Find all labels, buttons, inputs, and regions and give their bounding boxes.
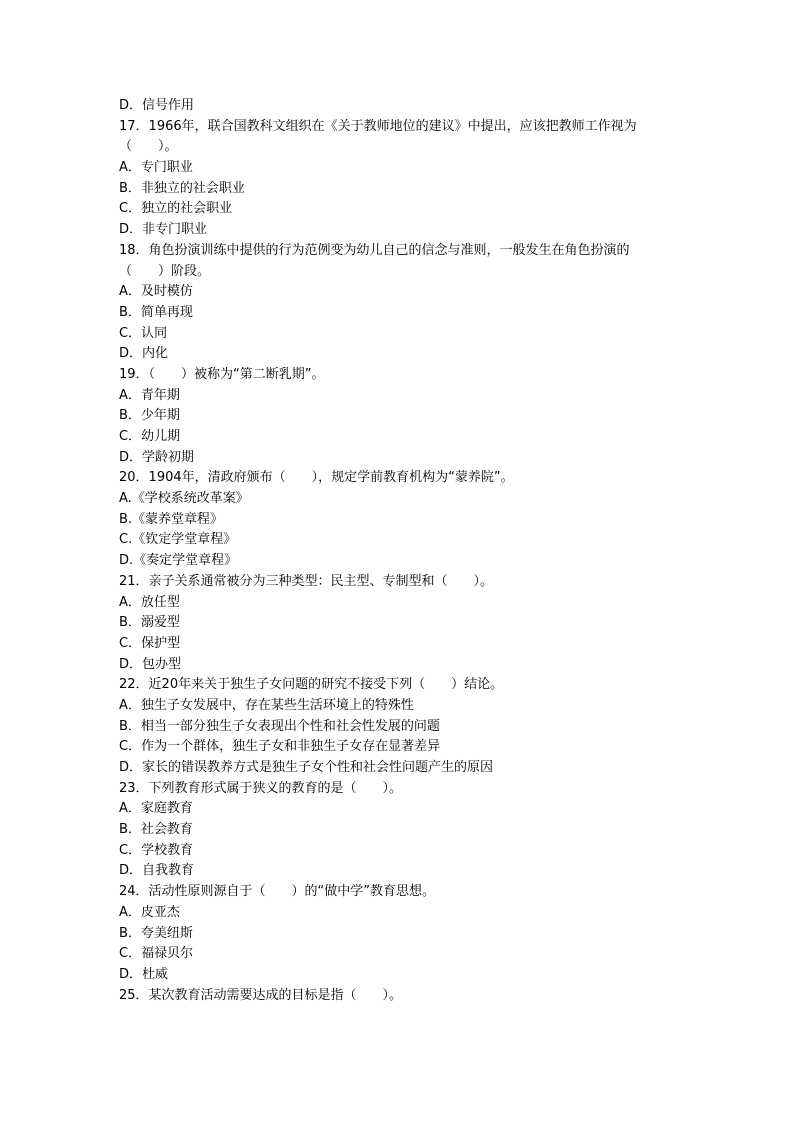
option-d: D.《奏定学堂章程》 bbox=[119, 553, 238, 569]
option-b: B．相当一部分独生子女表现出个性和社会性发展的问题 bbox=[119, 718, 440, 734]
option-a: A．专门职业 bbox=[119, 160, 193, 176]
option-a: A.《学校系统改革案》 bbox=[119, 491, 249, 507]
option-c: C．学校教育 bbox=[119, 842, 194, 858]
option-b: B．简单再现 bbox=[119, 304, 193, 320]
option-c: C．幼儿期 bbox=[119, 429, 181, 444]
option-d: D．内化 bbox=[119, 346, 169, 362]
option-c: C．保护型 bbox=[119, 635, 181, 651]
option-d: D．非专门职业 bbox=[119, 222, 208, 238]
option-c: C.《钦定学堂章程》 bbox=[119, 532, 237, 548]
question-20: 20．1904年，清政府颁布（ ），规定学前教育机构为“蒙养院”。 bbox=[119, 470, 514, 486]
question-24: 24．活动性原则源自于（ ）的“做中学”教育思想。 bbox=[119, 884, 436, 900]
option-b: B．非独立的社会职业 bbox=[119, 180, 245, 196]
question-17: 17．1966年，联合国教科文组织在《关于教师地位的建议》中提出，应该把教师工作视为 bbox=[119, 118, 637, 134]
option-a: A．放任型 bbox=[119, 594, 180, 610]
question-25: 25．某次教育活动需要达成的目标是指（ ）。 bbox=[119, 987, 403, 1003]
option-b: B．少年期 bbox=[119, 408, 180, 424]
option-b: B．溺爱型 bbox=[119, 615, 180, 631]
question-23: 23．下列教育形式属于狭义的教育的是（ ）。 bbox=[119, 780, 403, 796]
question-18-cont: （ ）阶段。 bbox=[119, 263, 211, 279]
option-c: C．认同 bbox=[119, 325, 168, 341]
question-18: 18．角色扮演训练中提供的行为范例变为幼儿自己的信念与准则，一般发生在角色扮演的 bbox=[119, 242, 630, 258]
option-c: C．独立的社会职业 bbox=[119, 201, 233, 217]
document-body bbox=[119, 96, 679, 1006]
option-d: D．信号作用 bbox=[119, 98, 195, 113]
option-d: D．家长的错误教养方式是独生子女个性和社会性问题产生的原因 bbox=[119, 760, 494, 775]
option-c: C．作为一个群体，独生子女和非独生子女存在显著差异 bbox=[119, 739, 441, 755]
option-a: A．独生子女发展中，存在某些生活环境上的特殊性 bbox=[119, 697, 414, 713]
option-b: B．夸美纽斯 bbox=[119, 925, 193, 941]
option-a: A．及时模仿 bbox=[119, 284, 193, 300]
option-d: D．自我教育 bbox=[119, 863, 195, 879]
question-19: 19．（ ）被称为“第二断乳期”。 bbox=[119, 366, 325, 382]
question-17-cont: （ ）。 bbox=[119, 139, 178, 155]
option-d: D．包办型 bbox=[119, 656, 182, 672]
option-c: C．福禄贝尔 bbox=[119, 946, 194, 962]
option-a: A．皮亚杰 bbox=[119, 904, 180, 920]
question-21: 21．亲子关系通常被分为三种类型：民主型、专制型和（ ）。 bbox=[119, 573, 494, 589]
option-b: B．社会教育 bbox=[119, 822, 193, 838]
option-b: B.《蒙养堂章程》 bbox=[119, 511, 224, 527]
option-a: A．青年期 bbox=[119, 387, 180, 403]
option-d: D．学龄初期 bbox=[119, 449, 195, 465]
option-a: A．家庭教育 bbox=[119, 801, 193, 817]
option-d: D．杜威 bbox=[119, 966, 169, 982]
question-22: 22．近20年来关于独生子女问题的研究不接受下列（ ）结论。 bbox=[119, 677, 504, 693]
